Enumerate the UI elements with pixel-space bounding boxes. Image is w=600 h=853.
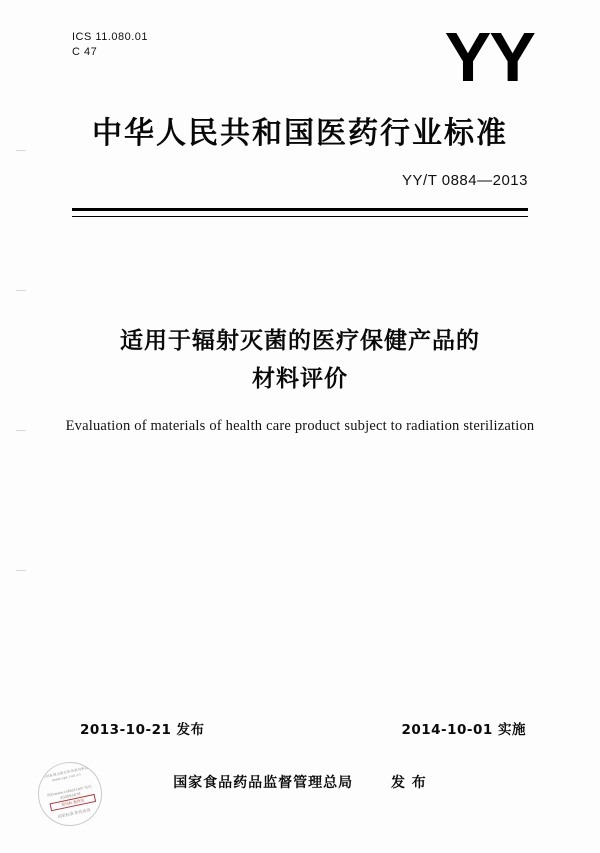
issuing-organization: 国家食品药品监督管理总局 <box>173 775 354 791</box>
seal-mid-text: 网站www.cnfwzf.com 电话400063878 <box>46 784 92 801</box>
ics-classification-block <box>72 30 148 60</box>
margin-tick <box>16 290 26 291</box>
seal-box-text: 防伪标 查真伪 <box>50 794 97 811</box>
document-title-line-2: 材料评价 <box>252 366 348 392</box>
implementation-date: 2014-10-01 实施 <box>401 722 526 738</box>
document-title-line-1: 适用于辐射灭菌的医疗保健产品的 <box>120 328 480 354</box>
standard-number: YY/T 0884—2013 <box>402 172 528 189</box>
issuer-action: 发 布 <box>390 775 427 791</box>
seal-arc-text: 中国标准出版社防伪查询系统 www.spc.net.cn <box>42 765 89 783</box>
divider-thin <box>72 216 528 217</box>
document-title-english: Evaluation of materials of health care product subject to radiation sterilization <box>65 418 535 434</box>
margin-tick <box>16 430 26 431</box>
seal-bottom-text: 国家标准 防伪查询 <box>57 807 91 819</box>
margin-tick <box>16 570 26 571</box>
divider-thick <box>72 208 528 211</box>
anti-counterfeit-seal-icon <box>32 756 108 832</box>
yy-logo: YY <box>444 18 534 96</box>
document-title <box>72 322 528 398</box>
issue-date: 2013-10-21 发布 <box>80 722 205 738</box>
ics-code: ICS 11.080.01 <box>72 31 149 43</box>
page-title: 中华人民共和国医药行业标准 <box>92 116 508 151</box>
ccs-code: C 47 <box>72 46 98 58</box>
